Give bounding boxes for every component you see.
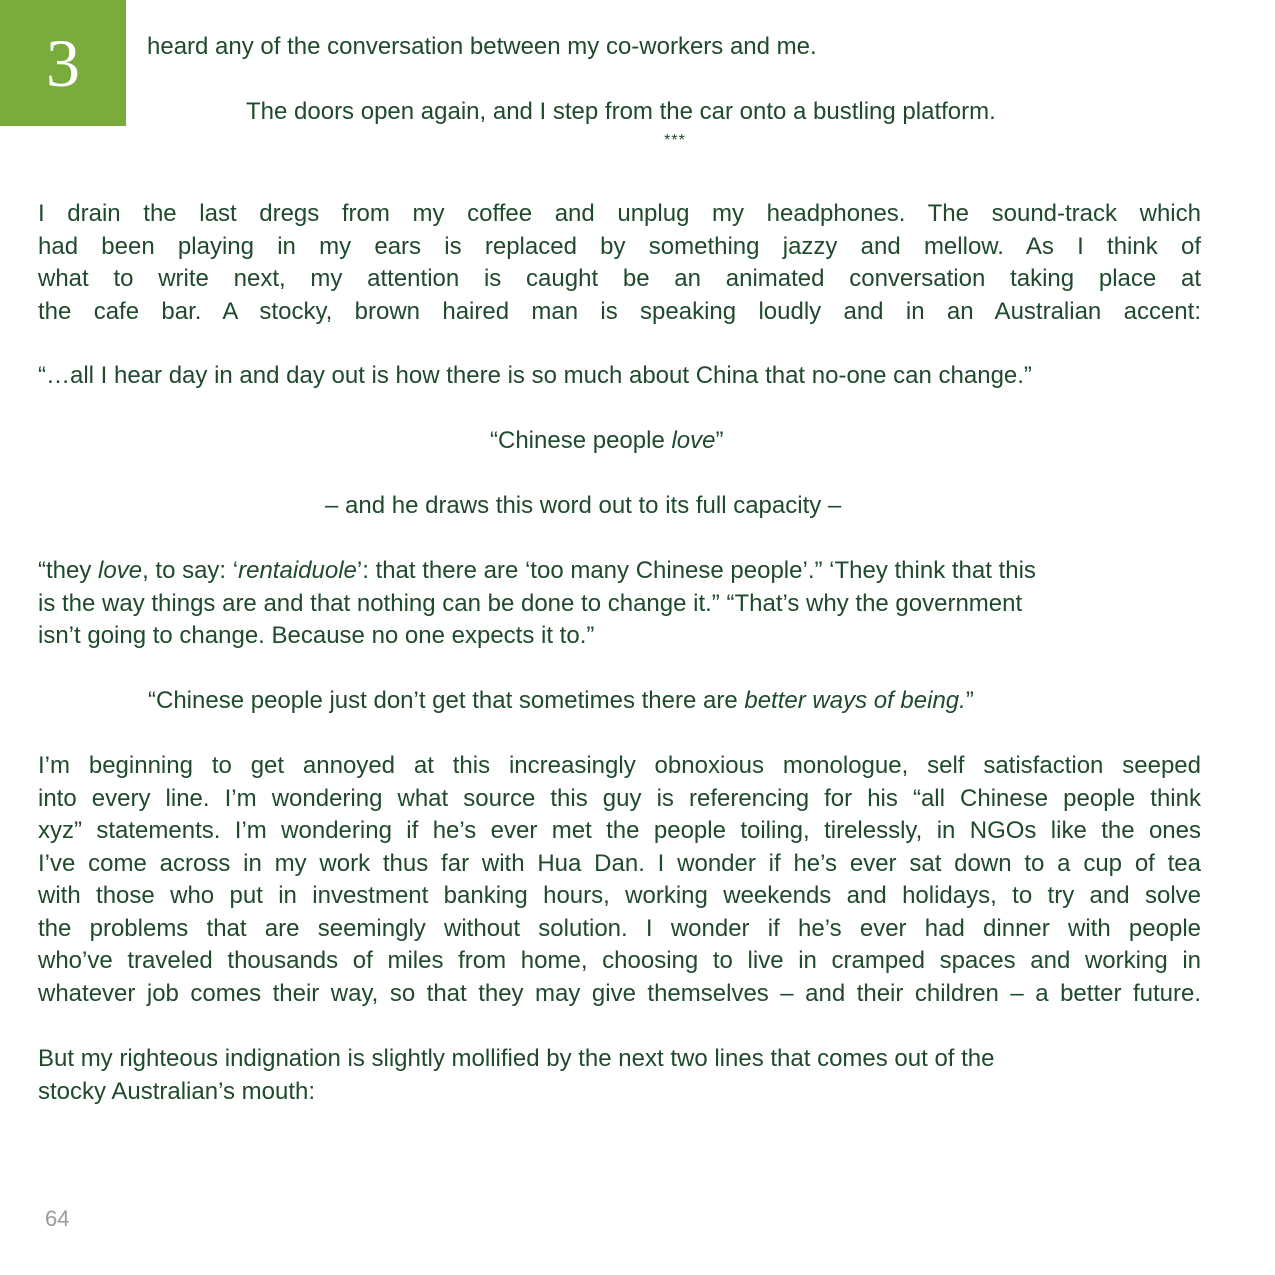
paragraph-line: whatever job comes their way, so that they may give themselves – and their children – a better future. xyxy=(38,979,1201,1007)
emphasis-better-ways: better ways of being. xyxy=(744,687,966,714)
paragraph-annoyed xyxy=(38,750,1201,1010)
chapter-number: 3 xyxy=(46,25,80,101)
quote-rentaiduole-paragraph xyxy=(38,555,1036,653)
paragraph-line: But my righteous indignation is slightly mollified by the next two lines that comes out of the xyxy=(38,1045,995,1072)
quote-no-one-can-change: “…all I hear day in and day out is how there is so much about China that no-one can change.” xyxy=(38,362,1032,389)
chapter-number-box xyxy=(0,0,126,126)
paragraph-line: the problems that are seemingly without solution. I wonder if he’s ever had dinner with people xyxy=(38,914,1201,942)
quote-text: “Chinese people xyxy=(490,427,672,454)
doors-line: The doors open again, and I step from the car onto a bustling platform. xyxy=(246,98,996,125)
paragraph-indignation xyxy=(38,1043,995,1108)
paragraph-line: had been playing in my ears is replaced by something jazzy and mellow. As I think of xyxy=(38,232,1201,260)
paragraph-line: what to write next, my attention is caught be an animated conversation taking place at xyxy=(38,265,1201,292)
quote-text: “Chinese people just don’t get that sometimes there are xyxy=(148,687,745,714)
emphasis-love: love xyxy=(98,557,143,584)
paragraph-line: I drain the last dregs from my coffee and unplug my headphones. The sound-track which xyxy=(38,200,1201,227)
quote-text: , to say: ‘ xyxy=(142,557,239,584)
quote-better-ways-of-being xyxy=(148,685,974,718)
quote-text: ” xyxy=(965,687,974,714)
paragraph-line: I’ve come across in my work thus far with Hua Dan. I wonder if he’s ever sat down to a cup of tea xyxy=(38,849,1201,877)
paragraph-line: who’ve traveled thousands of miles from home, choosing to live in cramped spaces and working in xyxy=(38,947,1201,974)
paragraph-line: into every line. I’m wondering what source this guy is referencing for his “all Chinese people think xyxy=(38,784,1201,812)
paragraph-line: is the way things are and that nothing can be done to change it.” “That’s why the government xyxy=(38,589,1023,617)
quote-chinese-people-love xyxy=(490,425,723,458)
page-number: 64 xyxy=(45,1206,70,1231)
quote-text: ’: that there are ‘too many Chinese people’.” ‘They think that this xyxy=(356,557,1036,584)
paragraph-line: I’m beginning to get annoyed at this increasingly obnoxious monologue, self satisfaction seeped xyxy=(38,752,1201,779)
paragraph-line: xyz” statements. I’m wondering if he’s ever met the people toiling, tirelessly, in NGOs like the ones xyxy=(38,817,1201,844)
section-separator: *** xyxy=(664,132,686,149)
paragraph-line: stocky Australian’s mouth: xyxy=(38,1077,316,1105)
paragraph-coffee xyxy=(38,198,1201,328)
paragraph-line xyxy=(38,555,1036,588)
paragraph-line: isn’t going to change. Because no one expects it to.” xyxy=(38,622,595,649)
paragraph-line: with those who put in investment banking hours, working weekends and holidays, to try and solve xyxy=(38,882,1201,909)
emphasis-rentaiduole: rentaiduole xyxy=(238,557,357,584)
aside-draws-word-out: – and he draws this word out to its full capacity – xyxy=(325,492,842,519)
quote-text: “they xyxy=(38,557,99,584)
quote-text: ” xyxy=(715,427,724,454)
emphasis-love: love xyxy=(671,427,716,454)
paragraph-line: the cafe bar. A stocky, brown haired man is speaking loudly and in an Australian accent: xyxy=(38,297,1201,325)
intro-line: heard any of the conversation between my co-workers and me. xyxy=(147,33,817,60)
